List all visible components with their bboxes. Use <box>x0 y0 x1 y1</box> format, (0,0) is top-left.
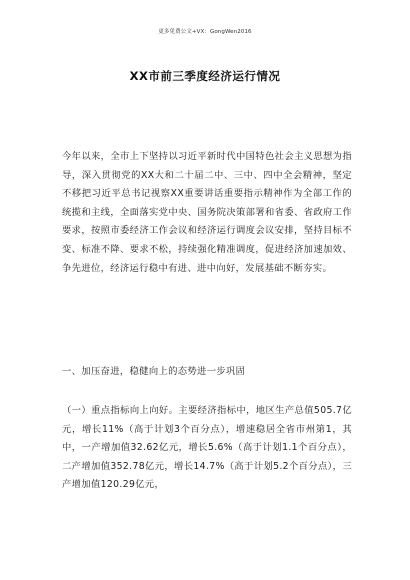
header-note: 更多免费公文+VX：GongWen2016 <box>158 29 252 35</box>
section-heading: 一、加压奋进，稳健向上的态势进一步巩固 <box>62 366 246 377</box>
subsection-paragraph: （一）重点指标向上向好。主要经济指标中，地区生产总值505.7亿元，增长11%（高于计划3个百分点），增速稳居全省市州第1，其中，一产增加值32.62亿元，增长5.6%（高于计划1.1个百分点），二产增加值352.78亿元，增长14.7%（高于计划5.2个百分点），三产增加值120.29亿元， <box>62 405 352 491</box>
document-title: XX市前三季度经济运行情况 <box>129 69 281 83</box>
intro-paragraph: 今年以来，全市上下坚持以习近平新时代中国特色社会主义思想为指导，深入贯彻党的XX大和二十届二中、三中、四中全会精神，坚定不移把习近平总书记视察XX重要讲话重要指示精神作为全部工作的统揽和主线，全面落实党中央、国务院决策部署和省委、省政府工作要求，按照市委经济工作会议和经济运行调度会议安排，坚持目标不变、标准不降、要求不松，持续强化精准调度，促进经济加速加效、争先进位，经济运行稳中有进、进中向好，发展基础不断夯实。 <box>62 151 352 274</box>
